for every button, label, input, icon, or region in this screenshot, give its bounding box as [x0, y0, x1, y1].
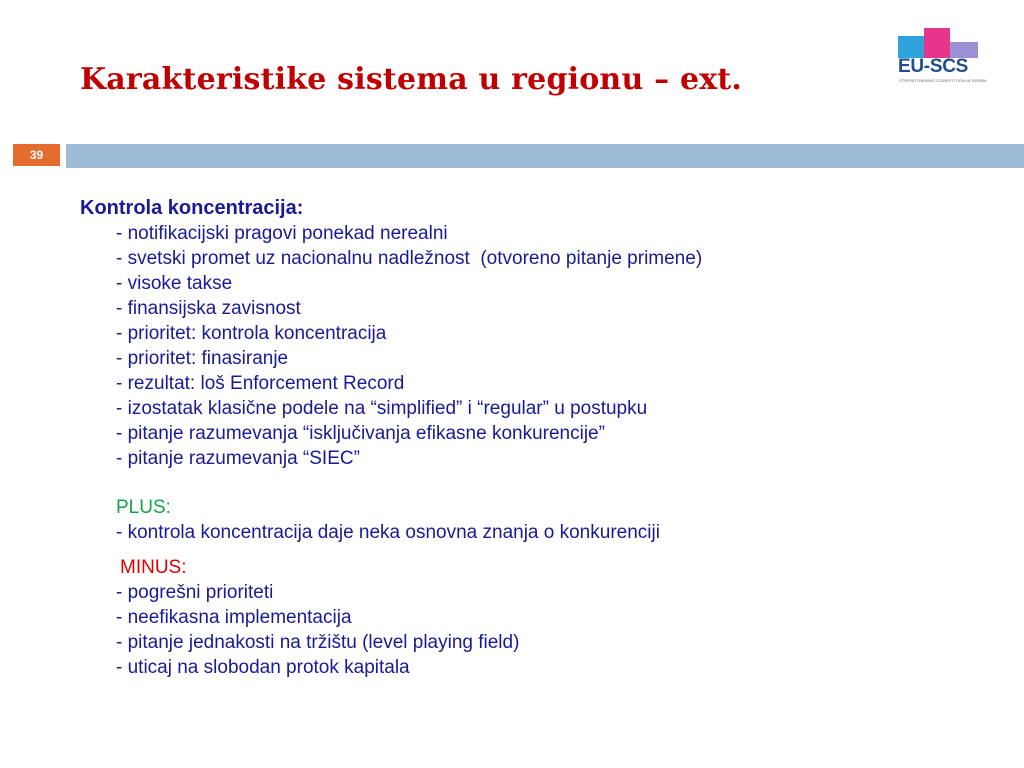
list-item: - prioritet: finasiranje — [116, 348, 289, 369]
minus-item: - uticaj na slobodan protok kapitala — [116, 657, 410, 678]
header-band — [66, 144, 1024, 168]
logo-text: EU-SCS — [898, 56, 968, 77]
eu-scs-logo — [898, 28, 988, 88]
list-item: - visoke takse — [116, 273, 233, 294]
list-item: - notifikacijski pragovi ponekad nerealni — [116, 223, 448, 244]
list-item: - izostatak klasične podele na “simplified” i “regular” u postupku — [116, 398, 648, 419]
list-item: - finansijska zavisnost — [116, 298, 301, 319]
list-item: - pitanje razumevanja “isključivanja efikasne konkurencije” — [116, 423, 605, 444]
minus-label: MINUS: — [120, 557, 187, 578]
plus-label: PLUS: — [116, 497, 171, 518]
minus-item: - pitanje jednakosti na tržištu (level playing field) — [116, 632, 520, 653]
list-item: - rezultat: loš Enforcement Record — [116, 373, 405, 394]
list-item: - pitanje razumevanja “SIEC” — [116, 448, 360, 469]
slide-number: 39 — [13, 144, 60, 166]
slide-title: Karakteristike sistema u regionu – ext. — [80, 62, 743, 97]
logo-block-pink — [924, 28, 950, 58]
slide-content — [80, 195, 1000, 680]
section-list — [80, 221, 1000, 471]
minus-item: - pogrešni prioriteti — [116, 582, 274, 603]
logo-tagline: STRENGTHENING COMPETITION IN SERBIA — [899, 78, 987, 83]
plus-item: - kontrola koncentracija daje neka osnovna znanja o konkurenciji — [116, 522, 660, 543]
list-item: - prioritet: kontrola koncentracija — [116, 323, 387, 344]
section-heading: Kontrola koncentracija: — [80, 197, 304, 219]
minus-item: - neefikasna implementacija — [116, 607, 352, 628]
list-item: - svetski promet uz nacionalnu nadležnost (otvoreno pitanje primene) — [116, 248, 703, 269]
